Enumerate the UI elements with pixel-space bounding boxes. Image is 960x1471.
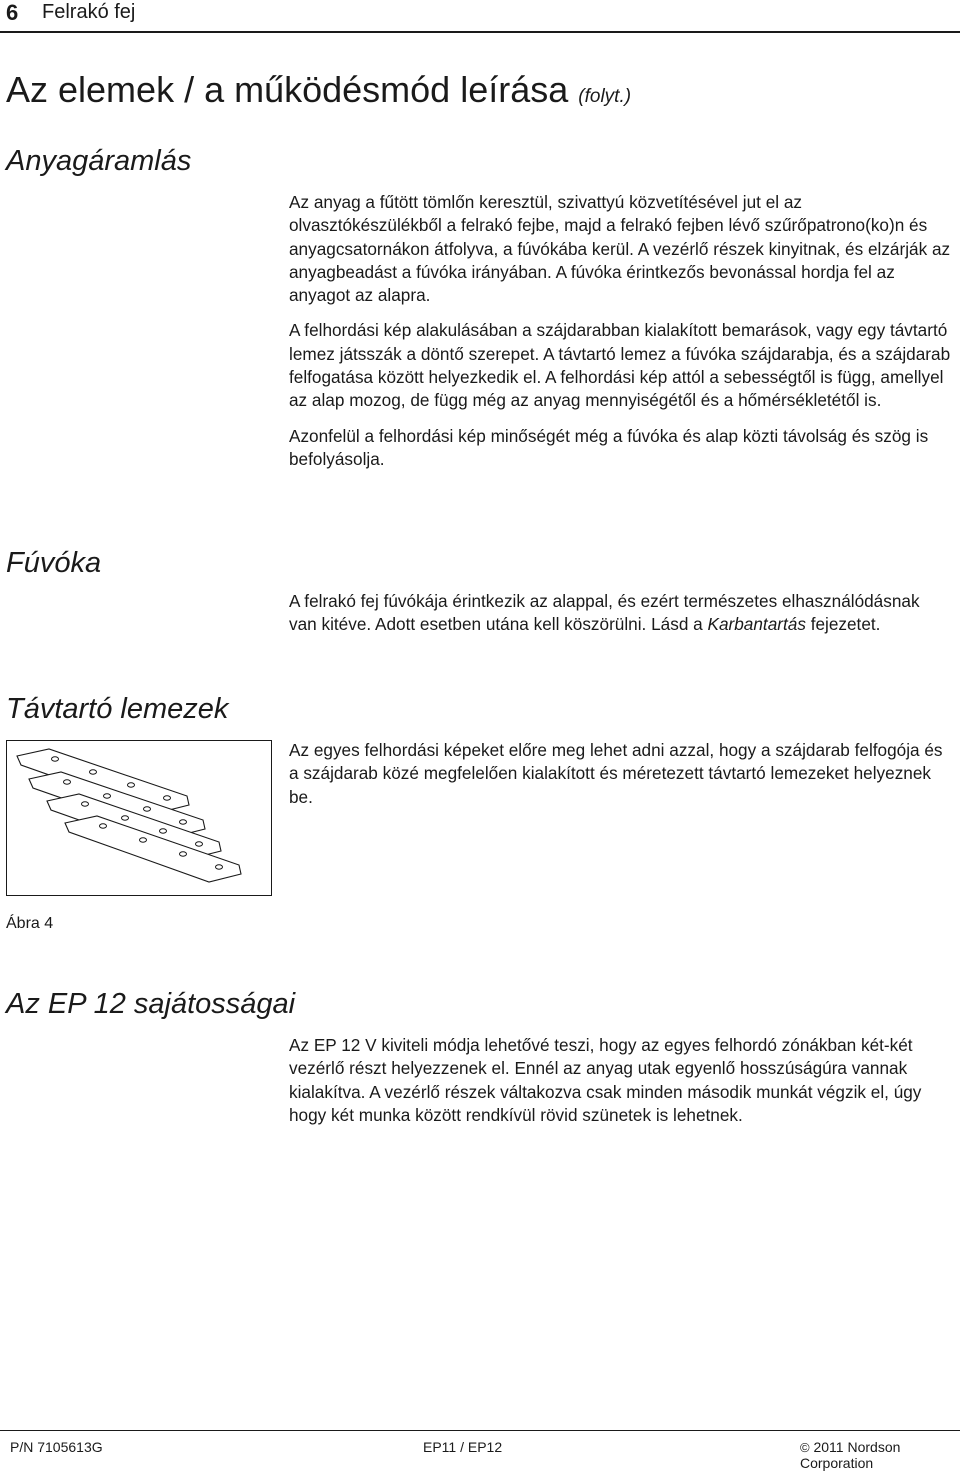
section-heading-shims: Távtartó lemezek <box>6 693 229 725</box>
material-flow-paragraph-2: A felhordási kép alakulásában a szájdarabban kialakított bemarások, vagy egy távtartó lemez játsszák a döntő szerepet. A távtartó lemez a fúvóka szájdarabja, és a szájdarab felfogatása között helyezkedik el. A felhordási kép attól a sebességtől is függ, amellyel az alap mozog, de függ még az anyag mennyiségétől és a hőmérsékletétől is. <box>289 320 951 411</box>
shim-figure <box>6 740 272 896</box>
model-names: EP11 / EP12 <box>423 1439 503 1455</box>
shims-body <box>289 739 951 821</box>
section-heading-ep12: Az EP 12 sajátosságai <box>6 988 296 1020</box>
ep12-body <box>289 1034 951 1139</box>
section-heading-material-flow: Anyagáramlás <box>6 145 192 177</box>
shims-text: Az egyes felhordási képeket előre meg lehet adni azzal, hogy a szájdarab felfogója és a szájdarab közé megfelelően kialakított és méretezett távtartó lemezeket helyeznek be. <box>289 740 943 807</box>
ep12-text: Az EP 12 V kiviteli módja lehetővé teszi, hogy az egyes felhordó zónákban két-két vezérlő részt helyezzenek el. Ennél az anyag utak egyenlő hosszúságúra vannak kialakítva. A vezérlő részek váltakozva csak minden második munkát végzik el, úgy hogy két munka között rendkívül rövid szünetek is lehetnek. <box>289 1035 922 1125</box>
part-number: P/N 7105613G <box>10 1439 103 1455</box>
maintenance-reference: Karbantartás <box>707 614 806 635</box>
page-title-text: Az elemek / a működésmód leírása <box>6 69 569 110</box>
material-flow-body <box>289 191 951 483</box>
shim-plates-illustration <box>7 741 271 895</box>
nozzle-body <box>289 590 951 649</box>
page-title <box>6 70 631 117</box>
copyright-text: 2011 Nordson Corporation <box>800 1439 901 1471</box>
running-title: Felrakó fej <box>42 1 136 23</box>
continued-note: (folyt.) <box>578 86 632 107</box>
copyright-symbol: © <box>800 1440 810 1455</box>
section-heading-nozzle: Fúvóka <box>6 547 102 579</box>
figure-caption: Ábra 4 <box>6 915 54 932</box>
header-rule <box>0 31 960 33</box>
page-number: 6 <box>6 0 19 25</box>
nozzle-text: A felrakó fej fúvókája érintkezik az alappal, és ezért természetes elhasználódásnak van kitéve. Adott esetben utána kell köszörülni. Lásd a <box>289 591 920 635</box>
material-flow-paragraph-3: Azonfelül a felhordási kép minőségét még a fúvóka és alap közti távolság és szög is befolyásolja. <box>289 425 929 469</box>
nozzle-text-end: fejezetet. <box>805 614 881 635</box>
footer-rule <box>0 1430 960 1431</box>
copyright <box>800 1439 960 1471</box>
material-flow-paragraph-1: Az anyag a fűtött tömlőn keresztül, szivattyú közvetítésével jut el az olvasztókészülékből a felrakó fejbe, majd a felrakó fejben lévő szűrőpatrono(ko)n és anyagcsatornákon átfolyva, a fúvókába kerül. A vezérlő részek kinyitnak, és elzárják az anyagbeadást a fúvóka irányában. A fúvóka érintkezős bevonással hordja fel az anyagot az alapra. <box>289 192 951 306</box>
